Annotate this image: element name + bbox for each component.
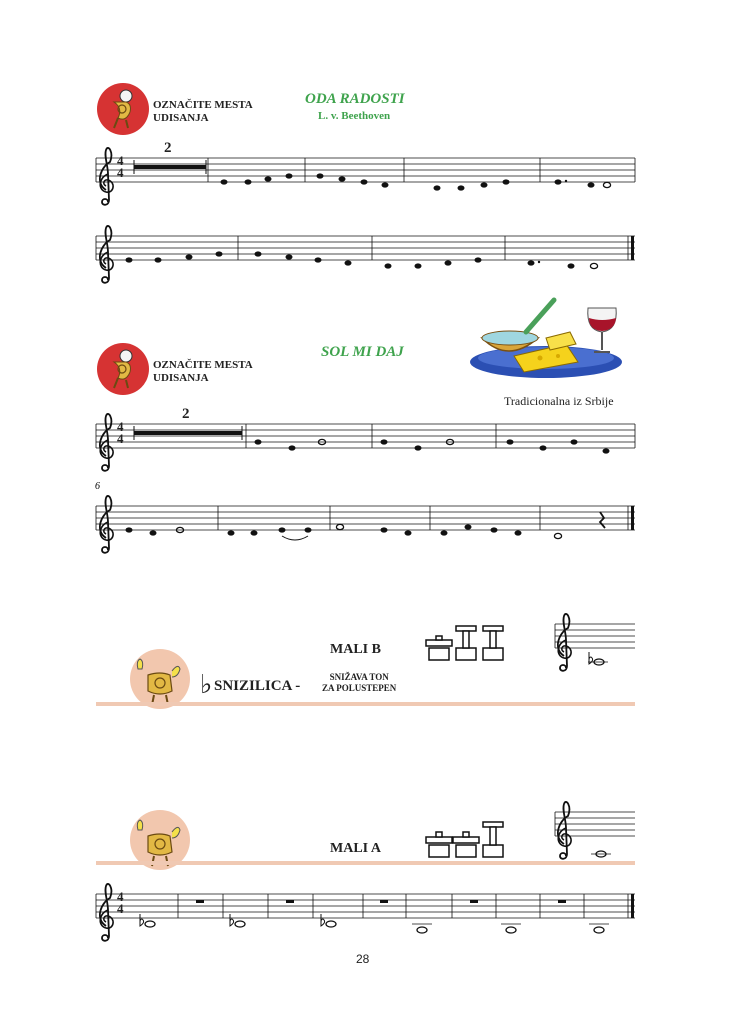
time-signature-5 <box>117 891 124 915</box>
bread-cheese-wine-icon <box>466 296 626 382</box>
rest-count-1: 2 <box>164 140 172 156</box>
treble-clef-icon <box>558 614 571 671</box>
staff-1 <box>96 158 635 182</box>
whole-notes-staff-5 <box>145 921 604 933</box>
flat-desc-line-2: ZA POLUSTEPEN <box>322 683 397 693</box>
instruction-line-1: OZNAČITE MESTA <box>153 99 253 111</box>
measure-number: 6 <box>95 481 100 492</box>
breath-badge-1 <box>96 82 150 136</box>
notes-staff-1 <box>221 173 595 190</box>
time-sig-bottom: 4 <box>117 165 124 180</box>
rest-count-2: 2 <box>182 406 190 422</box>
staff-5 <box>96 894 635 918</box>
time-sig-bottom: 4 <box>117 901 124 916</box>
time-signature-1 <box>117 155 124 179</box>
instruction-line-2: UDISANJA <box>153 372 209 384</box>
treble-clef-icon <box>100 226 113 283</box>
staff-4 <box>96 506 635 530</box>
trumpet-badge-3 <box>128 647 192 711</box>
breath-instruction-1 <box>153 99 253 125</box>
song-title-1: ODA RADOSTI <box>305 91 405 107</box>
treble-clef-icon <box>100 414 113 471</box>
breath-instruction-2 <box>153 359 253 385</box>
trumpet-character-icon <box>128 808 192 872</box>
multi-rest <box>134 165 206 169</box>
trumpet-character-icon <box>128 647 192 711</box>
valve-diagram-mali-a <box>426 822 503 857</box>
instruction-line-2: UDISANJA <box>153 112 209 124</box>
treble-clef-icon <box>100 884 113 941</box>
treble-clef-icon <box>100 496 113 553</box>
notes-staff-3 <box>255 439 610 453</box>
composer-1: L. v. Beethoven <box>318 110 391 122</box>
food-illustration <box>466 296 626 382</box>
staff-mali-b <box>555 624 635 662</box>
notes-staff-4 <box>126 524 522 535</box>
valve-diagram-mali-b <box>426 626 503 660</box>
flat-symbol: ♭ <box>200 670 213 699</box>
staff-3 <box>96 424 635 448</box>
flat-label: SNIZILICA - <box>214 678 301 694</box>
treble-clef-icon <box>100 148 113 205</box>
trumpet-character-icon <box>96 342 150 396</box>
note-name-4: MALI A <box>330 841 381 856</box>
staff-mali-a <box>555 812 635 854</box>
song-title-2: SOL MI DAJ <box>321 344 404 360</box>
time-signature-2 <box>117 421 124 445</box>
song-origin-2: Tradicionalna iz Srbije <box>504 394 614 408</box>
page-number: 28 <box>356 952 370 966</box>
trumpet-badge-4 <box>128 808 192 872</box>
treble-clef-icon <box>558 802 571 859</box>
trumpet-character-icon <box>96 82 150 136</box>
staff-2 <box>96 236 635 260</box>
time-sig-top: 4 <box>117 419 124 434</box>
whole-rests-staff-5 <box>196 900 566 903</box>
time-sig-bottom: 4 <box>117 431 124 446</box>
breath-badge-2 <box>96 342 150 396</box>
instruction-line-1: OZNAČITE MESTA <box>153 359 253 371</box>
note-name-3: MALI B <box>330 642 381 657</box>
time-sig-top: 4 <box>117 153 124 168</box>
flat-description <box>322 672 396 694</box>
time-sig-top: 4 <box>117 889 124 904</box>
multi-rest <box>134 431 242 435</box>
notes-staff-2 <box>126 251 575 268</box>
flat-desc-line-1: SNIŽAVA TON <box>329 672 389 682</box>
